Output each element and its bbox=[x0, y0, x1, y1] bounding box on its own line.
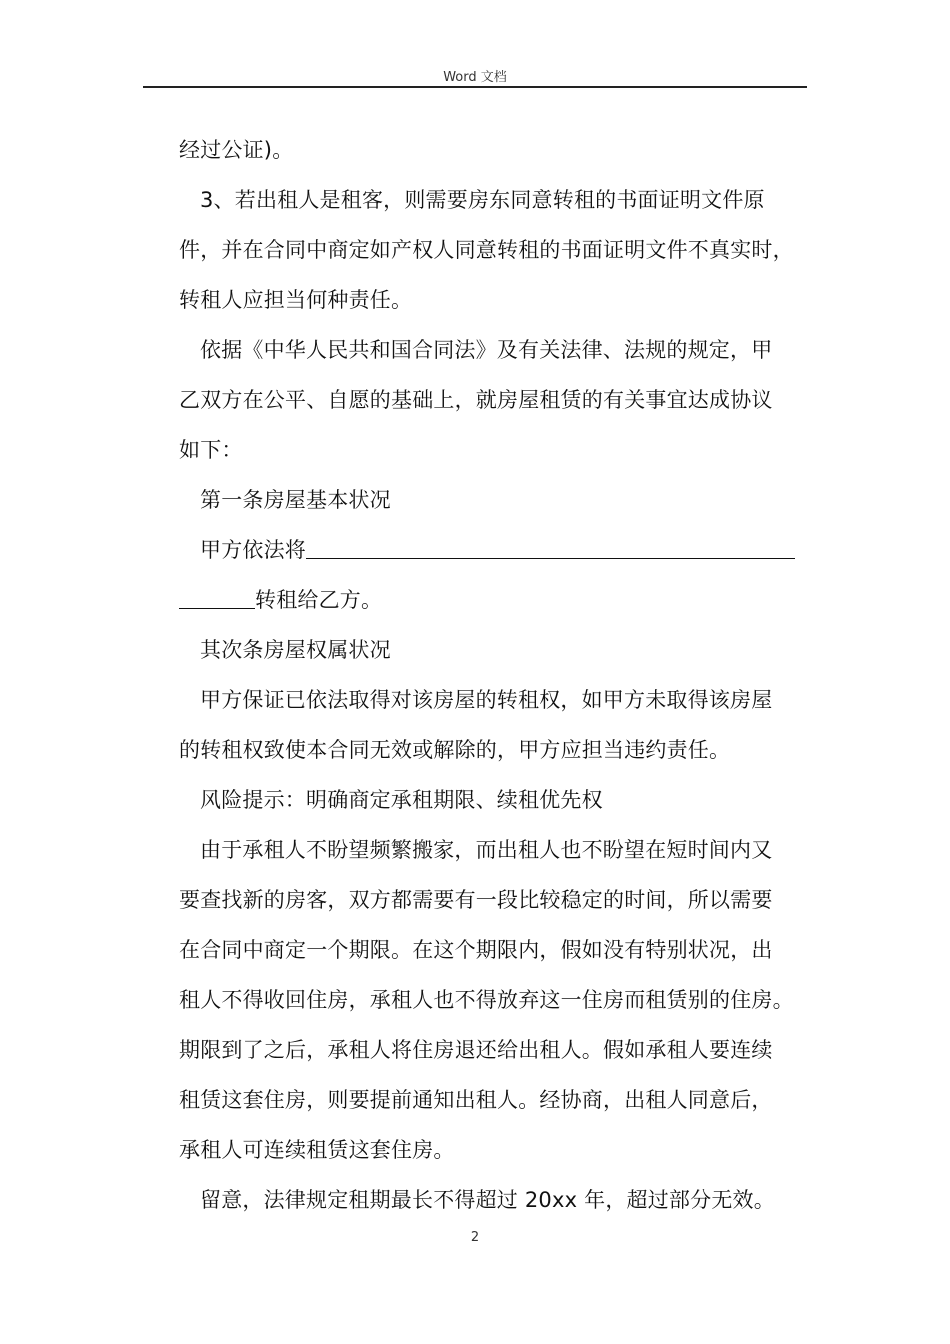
paragraph-line: 租人不得收回住房，承租人也不得放弃这一住房而租赁别的住房。 bbox=[179, 988, 794, 1012]
paragraph-line: 如下： bbox=[179, 438, 243, 462]
document-header: Word 文档 bbox=[443, 70, 507, 85]
paragraph-line: 依据《中华人民共和国合同法》及有关法律、法规的规定，甲 bbox=[200, 338, 773, 362]
section-heading: 第一条房屋基本状况 bbox=[200, 488, 391, 512]
paragraph-line: 3、若出租人是租客，则需要房东同意转租的书面证明文件原 bbox=[200, 188, 765, 212]
section-heading: 其次条房屋权属状况 bbox=[200, 638, 391, 662]
fill-in-label: 甲方依法将 bbox=[200, 538, 306, 562]
fill-in-label: 转租给乙方。 bbox=[255, 588, 383, 612]
page-number: 2 bbox=[470, 1230, 480, 1245]
paragraph-line: 承租人可连续租赁这套住房。 bbox=[179, 1138, 455, 1162]
fill-in-line bbox=[200, 536, 795, 564]
paragraph-line: 留意，法律规定租期最长不得超过 20xx 年，超过部分无效。 bbox=[200, 1188, 775, 1212]
paragraph-line: 的转租权致使本合同无效或解除的，甲方应担当违约责任。 bbox=[179, 738, 731, 762]
fill-in-line bbox=[179, 586, 382, 614]
paragraph-line: 甲方保证已依法取得对该房屋的转租权，如甲方未取得该房屋 bbox=[200, 688, 773, 712]
blank-underline bbox=[179, 586, 255, 609]
paragraph-line: 要查找新的房客，双方都需要有一段比较稳定的时间，所以需要 bbox=[179, 888, 773, 912]
paragraph-line: 件，并在合同中商定如产权人同意转租的书面证明文件不真实时， bbox=[179, 238, 794, 262]
paragraph-line: 在合同中商定一个期限。在这个期限内，假如没有特别状况，出 bbox=[179, 938, 773, 962]
header-divider bbox=[143, 86, 807, 88]
paragraph-line: 经过公证)。 bbox=[179, 138, 294, 162]
risk-tip-heading: 风险提示：明确商定承租期限、续租优先权 bbox=[200, 788, 603, 812]
paragraph-line: 转租人应担当何种责任。 bbox=[179, 288, 413, 312]
paragraph-line: 乙双方在公平、自愿的基础上，就房屋租赁的有关事宜达成协议 bbox=[179, 388, 773, 412]
paragraph-line: 由于承租人不盼望频繁搬家，而出租人也不盼望在短时间内又 bbox=[200, 838, 773, 862]
paragraph-line: 期限到了之后，承租人将住房退还给出租人。假如承租人要连续 bbox=[179, 1038, 773, 1062]
paragraph-line: 租赁这套住房，则要提前通知出租人。经协商，出租人同意后， bbox=[179, 1088, 773, 1112]
blank-underline bbox=[306, 536, 795, 559]
